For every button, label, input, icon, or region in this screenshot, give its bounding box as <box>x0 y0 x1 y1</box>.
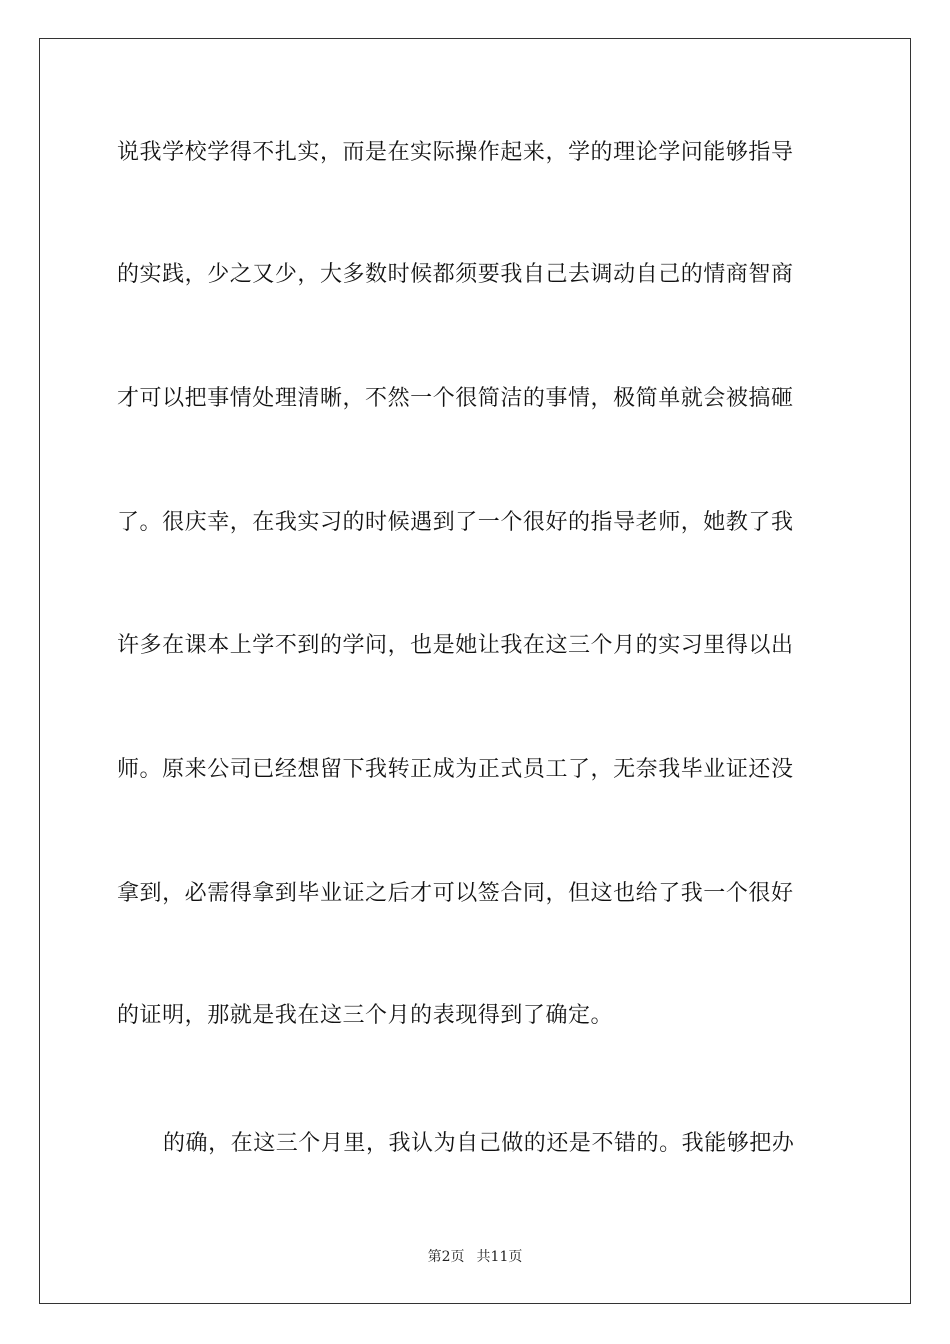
text-line-8: 的证明，那就是我在这三个月的表现得到了确定。 <box>117 1003 614 1028</box>
text-line-3: 才可以把事情处理清晰，不然一个很简洁的事情，极简单就会被搞砸 <box>117 386 794 411</box>
paragraph-start-line: 的确，在这三个月里，我认为自己做的还是不错的。我能够把办 <box>163 1131 795 1156</box>
page-number: 第2页 <box>427 1249 465 1265</box>
text-line-2: 的实践，少之又少，大多数时候都须要我自己去调动自己的情商智商 <box>117 262 794 287</box>
page-border <box>39 38 911 1304</box>
page-footer <box>0 1247 950 1267</box>
text-line-5: 许多在课本上学不到的学问，也是她让我在这三个月的实习里得以出 <box>117 633 794 658</box>
text-line-6: 师。原来公司已经想留下我转正成为正式员工了，无奈我毕业证还没 <box>117 757 794 782</box>
text-line-1: 说我学校学得不扎实，而是在实际操作起来，学的理论学问能够指导 <box>117 140 794 165</box>
text-line-4: 了。很庆幸，在我实习的时候遇到了一个很好的指导老师，她教了我 <box>117 510 794 535</box>
page-total: 共11页 <box>476 1249 523 1265</box>
text-line-7: 拿到，必需得拿到毕业证之后才可以签合同，但这也给了我一个很好 <box>117 881 794 906</box>
